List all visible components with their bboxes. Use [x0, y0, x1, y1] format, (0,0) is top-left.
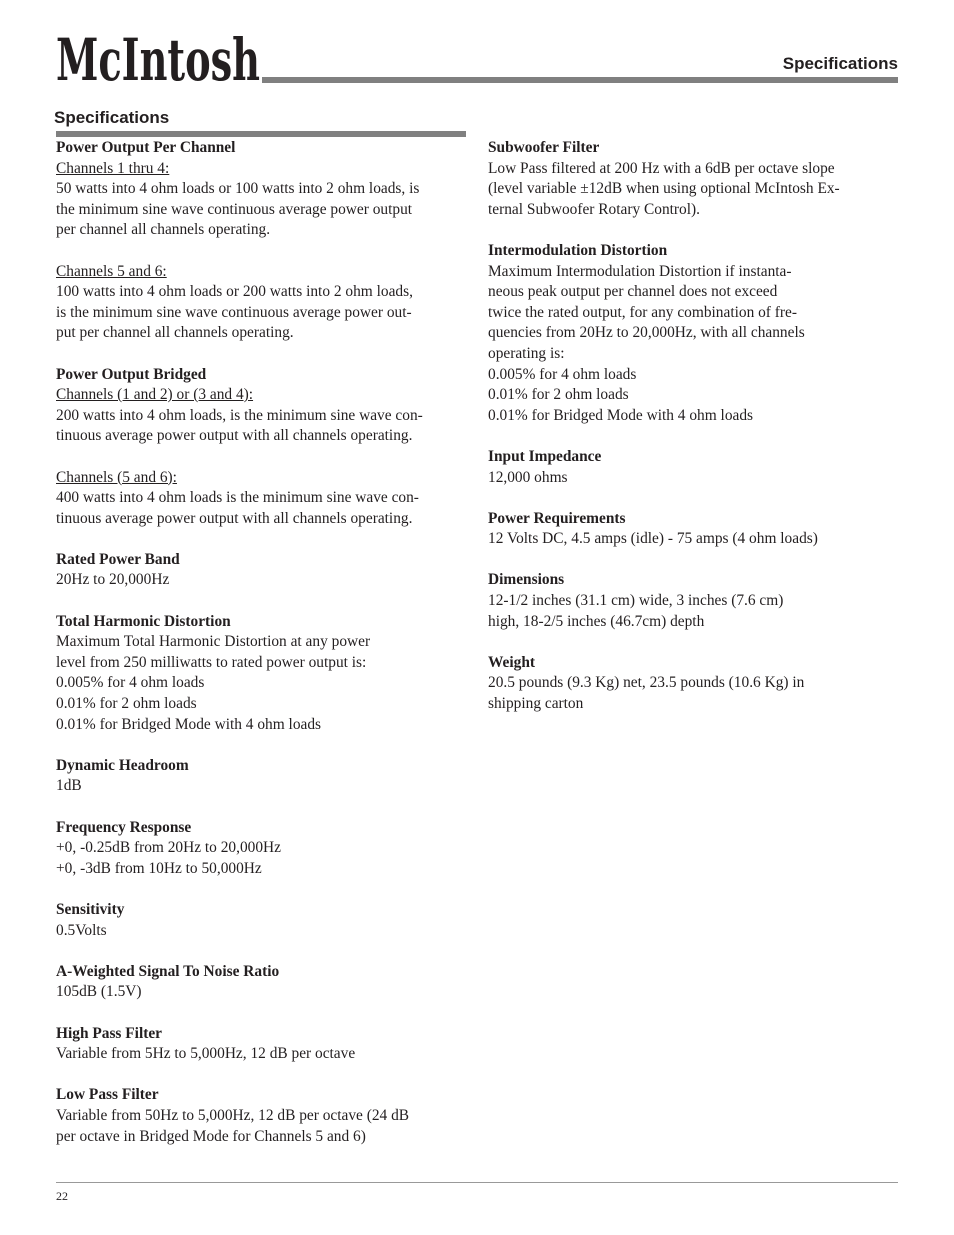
spec-line: ternal Subwoofer Rotary Control).: [488, 200, 701, 218]
spec-line: 105dB (1.5V): [56, 983, 142, 1001]
spec-line: Maximum Intermodulation Distortion if instanta-: [488, 262, 792, 280]
spec-subheading: Channels 5 and 6:: [56, 262, 167, 280]
spec-block: [56, 365, 476, 447]
logo-text: McIntosh: [56, 26, 260, 94]
spec-block: [488, 447, 898, 488]
spec-block: [56, 612, 476, 736]
spec-line: per channel all channels operating.: [56, 221, 271, 239]
spec-heading: Subwoofer Filter: [488, 139, 600, 156]
spec-line: tinuous average power output with all channels operating.: [56, 509, 413, 527]
spec-block: [488, 509, 898, 550]
spec-line: per octave in Bridged Mode for Channels 5 and 6): [56, 1127, 366, 1145]
spec-heading: Low Pass Filter: [56, 1086, 159, 1104]
spec-heading: Sensitivity: [56, 900, 125, 918]
spec-block: [56, 468, 476, 530]
spec-line: 0.01% for Bridged Mode with 4 ohm loads: [488, 406, 754, 424]
spec-block: [56, 1085, 476, 1147]
spec-block: [56, 900, 476, 941]
page-number: 22: [56, 1189, 68, 1203]
spec-line: 12,000 ohms: [488, 468, 568, 486]
spec-line: shipping carton: [488, 695, 584, 713]
spec-line: +0, -0.25dB from 20Hz to 20,000Hz: [56, 839, 281, 857]
spec-line: 1dB: [56, 777, 82, 795]
spec-heading: Intermodulation Distortion: [488, 241, 668, 259]
spec-line: 0.01% for 2 ohm loads: [56, 695, 197, 713]
spec-heading: A-Weighted Signal To Noise Ratio: [56, 962, 280, 980]
spec-line: 20Hz to 20,000Hz: [56, 571, 170, 589]
spec-heading: Power Requirements: [488, 509, 626, 527]
spec-line: Variable from 5Hz to 5,000Hz, 12 dB per octave: [56, 1045, 356, 1063]
spec-block: [56, 818, 476, 880]
spec-line: 0.5Volts: [56, 921, 107, 939]
spec-line: level from 250 milliwatts to rated power output is:: [56, 653, 367, 671]
spec-block: [488, 138, 898, 220]
spec-block: [56, 550, 476, 591]
spec-line: 400 watts into 4 ohm loads is the minimum sine wave con-: [56, 489, 419, 507]
spec-line: Maximum Total Harmonic Distortion at any power: [56, 633, 371, 651]
spec-heading: Rated Power Band: [56, 550, 180, 568]
spec-line: high, 18-2/5 inches (46.7cm) depth: [488, 612, 705, 630]
spec-heading: Dynamic Headroom: [56, 756, 189, 774]
spec-line: +0, -3dB from 10Hz to 50,000Hz: [56, 859, 262, 877]
spec-heading: High Pass Filter: [56, 1024, 163, 1042]
spec-heading: Power Output Bridged: [56, 365, 207, 383]
spec-line: 0.01% for Bridged Mode with 4 ohm loads: [56, 715, 322, 733]
spec-line: 0.01% for 2 ohm loads: [488, 386, 629, 404]
spec-line: 12 Volts DC, 4.5 amps (idle) - 75 amps (4 ohm loads): [488, 530, 818, 548]
header-rule: [262, 77, 898, 83]
spec-heading: Dimensions: [488, 571, 565, 589]
spec-subheading: Channels (1 and 2) or (3 and 4):: [56, 386, 254, 404]
spec-line: the minimum sine wave continuous average power output: [56, 200, 413, 218]
spec-line: twice the rated output, for any combination of fre-: [488, 303, 797, 321]
section-rule: [56, 131, 466, 137]
spec-line: (level variable ±12dB when using optional McIntosh Ex-: [488, 180, 840, 198]
spec-line: tinuous average power output with all channels operating.: [56, 427, 413, 445]
spec-block: [56, 962, 476, 1003]
spec-line: put per channel all channels operating.: [56, 324, 294, 342]
spec-subheading: Channels 1 thru 4:: [56, 159, 170, 177]
spec-line: neous peak output per channel does not exceed: [488, 283, 778, 301]
spec-line: Low Pass filtered at 200 Hz with a 6dB per octave slope: [488, 159, 835, 177]
spec-block: [488, 653, 898, 715]
spec-block: [56, 262, 476, 344]
spec-block: [488, 241, 898, 426]
spec-line: 20.5 pounds (9.3 Kg) net, 23.5 pounds (10.6 Kg) in: [488, 674, 805, 692]
spec-line: 0.005% for 4 ohm loads: [56, 674, 205, 692]
spec-heading: Weight: [488, 653, 536, 671]
spec-heading: Frequency Response: [56, 818, 192, 836]
spec-block: [56, 1024, 476, 1065]
spec-line: Variable from 50Hz to 5,000Hz, 12 dB per octave (24 dB: [56, 1106, 410, 1124]
spec-heading: Power Output Per Channel: [56, 139, 236, 156]
section-title: Specifications: [54, 108, 170, 127]
spec-line: 12-1/2 inches (31.1 cm) wide, 3 inches (7.6 cm): [488, 592, 784, 610]
mcintosh-logo: [56, 26, 260, 94]
header-title: Specifications: [782, 54, 898, 73]
spec-heading: Input Impedance: [488, 447, 602, 465]
footer-rule: [56, 1182, 898, 1183]
spec-line: 0.005% for 4 ohm loads: [488, 365, 637, 383]
spec-block: [56, 756, 476, 797]
spec-line: quencies from 20Hz to 20,000Hz, with all channels: [488, 324, 805, 342]
spec-line: is the minimum sine wave continuous average power out-: [56, 303, 412, 321]
left-column: [56, 138, 476, 1168]
spec-block: [56, 138, 476, 241]
spec-line: operating is:: [488, 344, 565, 362]
spec-heading: Total Harmonic Distortion: [56, 612, 231, 630]
spec-block: [488, 570, 898, 632]
spec-subheading: Channels (5 and 6):: [56, 468, 177, 486]
spec-line: 100 watts into 4 ohm loads or 200 watts into 2 ohm loads,: [56, 283, 413, 301]
right-column: [488, 138, 898, 735]
spec-line: 200 watts into 4 ohm loads, is the minimum sine wave con-: [56, 406, 423, 424]
spec-line: 50 watts into 4 ohm loads or 100 watts into 2 ohm loads, is: [56, 180, 420, 198]
